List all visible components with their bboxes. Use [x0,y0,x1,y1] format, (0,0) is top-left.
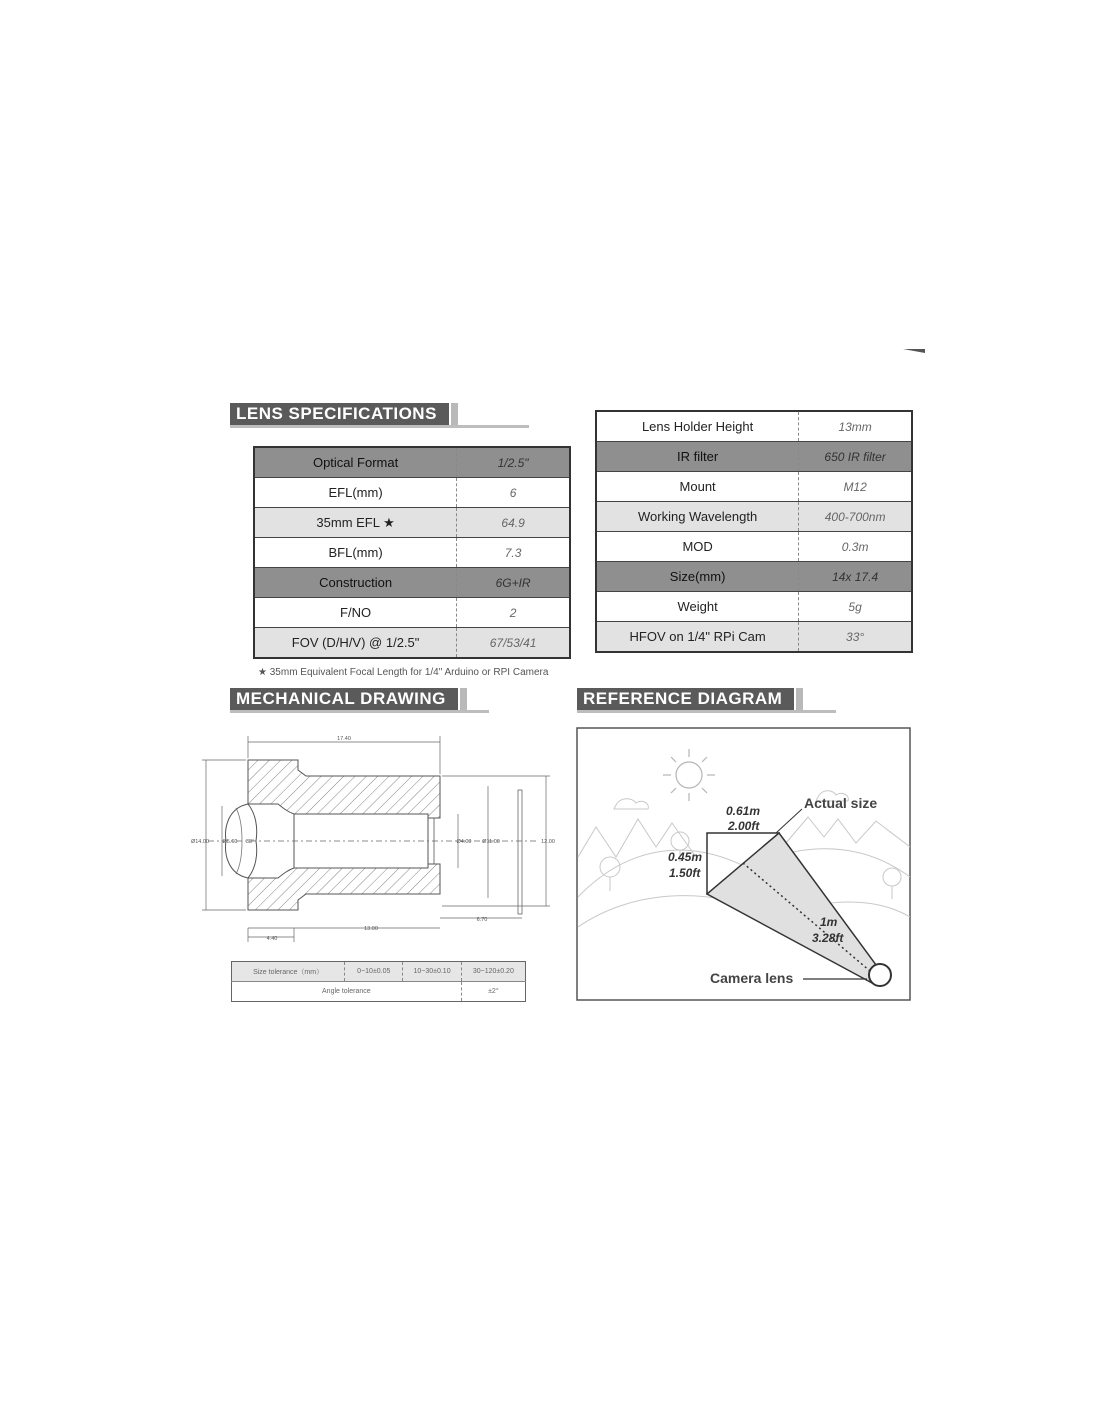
spec-value: 2 [457,598,570,628]
spec-value: M12 [799,472,912,502]
spec-row [254,568,570,598]
dim-rear-length: 6.70 [476,917,488,923]
spec-key: Construction [254,568,457,598]
spec-table-left-body [254,447,570,658]
dim-angle: 38° [245,839,255,845]
actual-size-label: Actual size [804,795,878,811]
footnote: ★ 35mm Equivalent Focal Length for 1/4" Arduino or RPI Camera [258,667,549,678]
mechanical-title: MECHANICAL DRAWING [230,688,458,710]
lens-body-top [248,760,440,818]
size-tolerance-label: Size tolerance（mm） [232,962,345,982]
spec-row [596,411,912,442]
spec-value: 33° [799,622,912,653]
spec-row [596,532,912,562]
spec-row [254,628,570,659]
spec-value: 64.9 [457,508,570,538]
spec-row [596,502,912,532]
dim-body-length: 13.00 [364,926,378,932]
spec-value: 0.3m [799,532,912,562]
distance-ft-label: 3.28ft [812,931,844,945]
spec-table-right [595,410,913,653]
spec-key: Mount [596,472,799,502]
spec-key: Working Wavelength [596,502,799,532]
lens-specs-header [230,403,458,425]
spec-value: 7.3 [457,538,570,568]
spec-value: 1/2.5" [457,447,570,478]
spec-value: 14x 17.4 [799,562,912,592]
spec-row [254,478,570,508]
tolerance-range-1: 0~10±0.05 [345,962,403,982]
spec-value: 400-700nm [799,502,912,532]
dim-height: 12.00 [541,839,555,845]
spec-value: 5g [799,592,912,622]
spec-key: Lens Holder Height [596,411,799,442]
spec-key: EFL(mm) [254,478,457,508]
spec-key: Weight [596,592,799,622]
spec-row [254,538,570,568]
spec-key: HFOV on 1/4" RPi Cam [596,622,799,653]
dim-front-length: 4.40 [266,936,278,942]
dim-inner-dia: Ø5.60 [222,839,238,845]
camera-lens-icon [869,964,891,986]
spec-row [596,472,912,502]
lens-specs-underline [230,425,529,428]
tolerance-range-3: 30~120±0.20 [461,962,525,982]
spec-row [596,592,912,622]
height-ft-label: 1.50ft [669,866,701,880]
width-ft-label: 2.00ft [728,819,760,833]
reference-title: REFERENCE DIAGRAM [577,688,794,710]
mechanical-drawing [188,728,568,950]
angle-tolerance-value: ±2° [461,982,525,1002]
spec-table-right-body [596,411,912,652]
spec-value: 67/53/41 [457,628,570,659]
angle-tolerance-label: Angle tolerance [232,982,462,1002]
reference-header [577,688,803,710]
spec-key: BFL(mm) [254,538,457,568]
dim-rear-dia-large: Ø11.00 [482,839,500,845]
spec-key: IR filter [596,442,799,472]
spec-row [596,622,912,653]
spec-key: Optical Format [254,447,457,478]
spec-key: F/NO [254,598,457,628]
spec-row [596,562,912,592]
mechanical-header [230,688,467,710]
reference-underline [577,710,836,713]
spec-value: 13mm [799,411,912,442]
corner-mark [903,349,925,353]
spec-value: 6 [457,478,570,508]
spec-key: 35mm EFL ★ [254,508,457,538]
tolerance-range-2: 10~30±0.10 [403,962,461,982]
lens-specs-title: LENS SPECIFICATIONS [230,403,449,425]
tolerance-table [231,961,526,1002]
spec-row [254,508,570,538]
distance-m-label: 1m [820,915,838,929]
spec-key: Size(mm) [596,562,799,592]
spec-key: FOV (D/H/V) @ 1/2.5" [254,628,457,659]
spec-row [254,598,570,628]
height-m-label: 0.45m [668,850,703,864]
spec-key: MOD [596,532,799,562]
dim-total-length: 17.40 [337,736,351,742]
spec-value: 6G+IR [457,568,570,598]
spec-row [254,447,570,478]
spec-row [596,442,912,472]
camera-lens-label: Camera lens [710,970,794,986]
width-m-label: 0.61m [726,804,761,818]
reference-diagram [576,727,911,1001]
spec-table-left [253,446,571,659]
dim-rear-dia-small: Ø4.00 [456,839,472,845]
mechanical-underline [230,710,489,713]
dim-outer-dia: Ø14.00 [190,839,210,845]
spec-value: 650 IR filter [799,442,912,472]
